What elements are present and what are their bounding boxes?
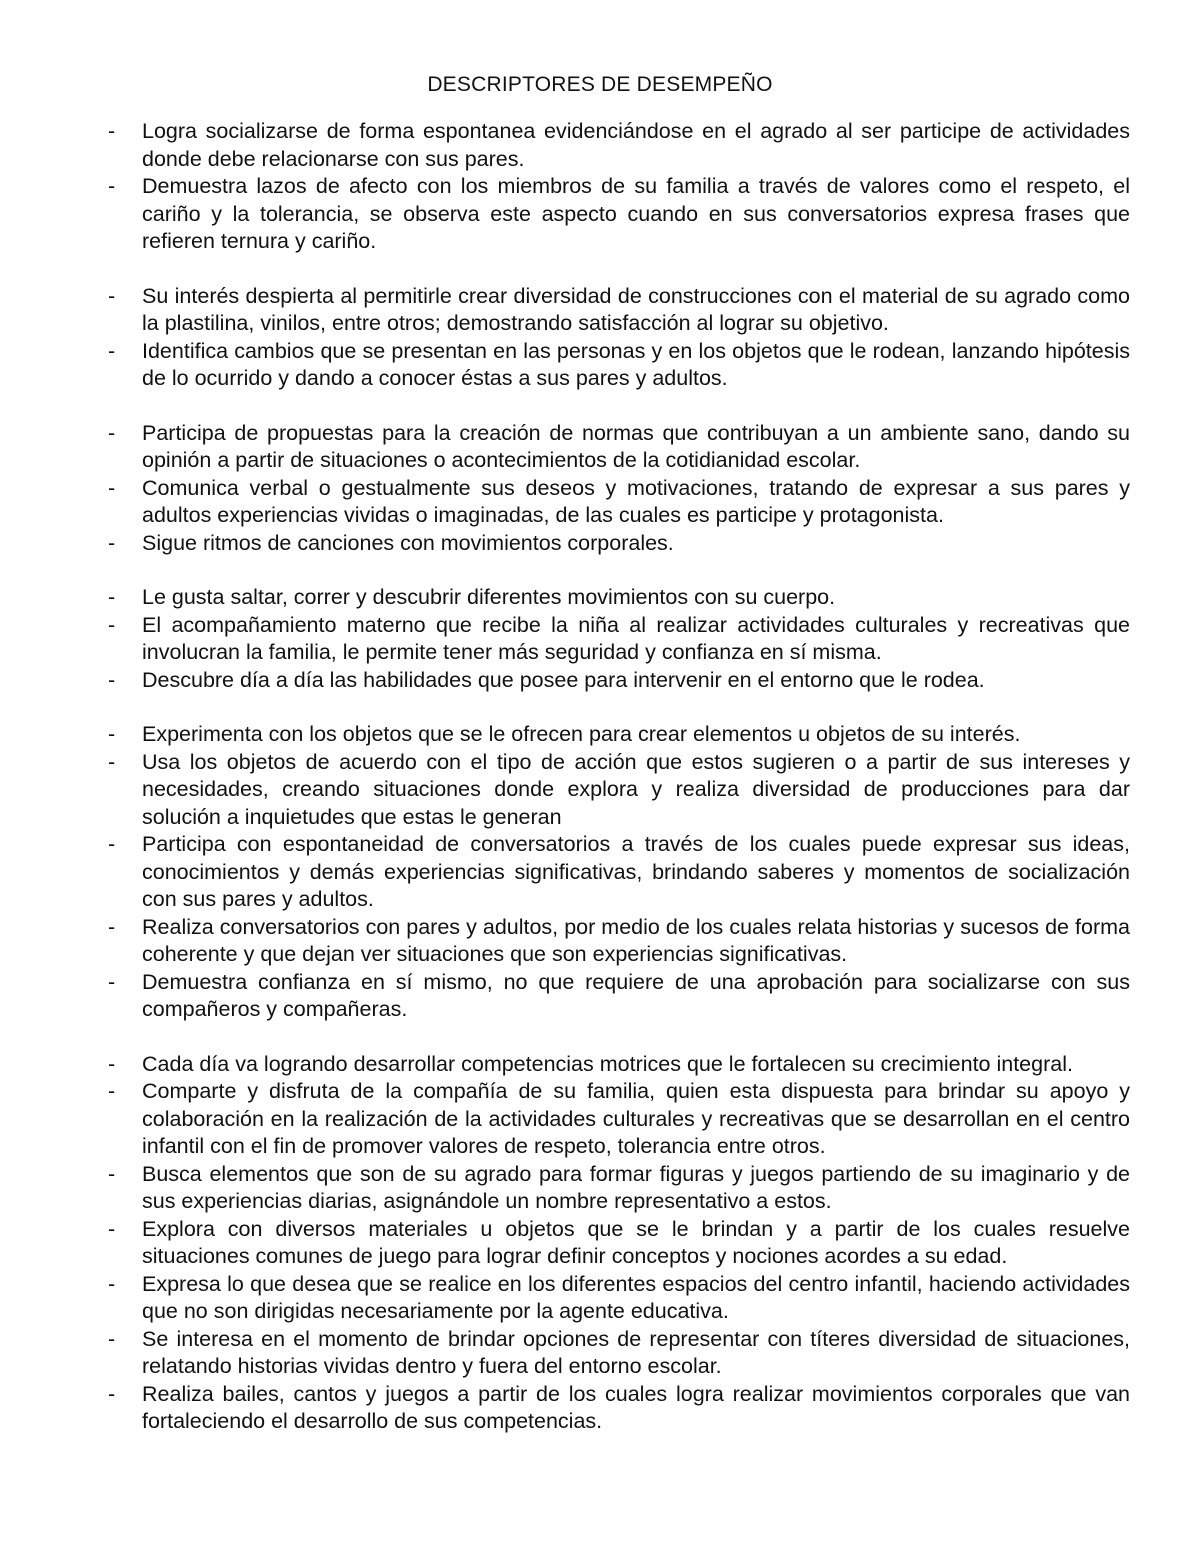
list-item-text: Le gusta saltar, correr y descubrir diferentes movimientos con su cuerpo. [142, 585, 836, 609]
bullet-dash: - [108, 749, 116, 774]
list-item-text: Se interesa en el momento de brindar opciones de representar con títeres diversidad de situaciones, relatando historias vividas dentro y fuera del entorno escolar. [142, 1326, 1130, 1378]
bullet-dash: - [108, 1381, 116, 1406]
list-item [100, 1381, 1130, 1436]
bullet-dash: - [108, 667, 116, 692]
list-item-text: Expresa lo que desea que se realice en los diferentes espacios del centro infantil, haciendo actividades que no son dirigidas necesariamente por la agente educativa. [142, 1271, 1130, 1323]
bullet-dash: - [108, 832, 116, 856]
list-item-text: Identifica cambios que se presentan en las personas y en los objetos que le rodean, lanzando hipótesis de lo ocurrido y dando a conocer éstas a sus pares y adultos. [142, 338, 1130, 390]
list-item-text: Cada día va logrando desarrollar competencias motrices que le fortalecen su crecimiento integral. [142, 1051, 1073, 1076]
list-item [100, 831, 1130, 914]
bullet-dash: - [108, 283, 116, 308]
list-item-text: Realiza bailes, cantos y juegos a partir de los cuales logra realizar movimientos corporales que van fortaleciendo el desarrollo de sus competencias. [142, 1381, 1130, 1433]
descriptor-list [100, 118, 1130, 1436]
bullet-dash: - [108, 1271, 116, 1296]
list-item-text: Participa con espontaneidad de conversatorios a través de los cuales puede expresar sus ideas, conocimientos y demás experiencias significativas, brindando saberes y momentos de socialización con sus pares y adultos. [142, 832, 1130, 911]
list-item [100, 612, 1130, 667]
list-item [100, 1078, 1130, 1161]
list-item-text: Demuestra lazos de afecto con los miembros de su familia a través de valores como el respeto, el cariño y la tolerancia, se observa este aspecto cuando en sus conversatorios expresa frases que refieren ternura y cariño. [142, 174, 1130, 253]
list-item-text: Sigue ritmos de canciones con movimientos corporales. [142, 530, 674, 555]
bullet-dash: - [108, 338, 116, 363]
bullet-dash: - [108, 420, 116, 445]
list-item [100, 721, 1130, 749]
list-item [100, 1326, 1130, 1381]
list-item-text: Comparte y disfruta de la compañía de su familia, quien esta dispuesta para brindar su apoyo y colaboración en la realización de la actividades culturales y recreativas que se desarrollan en el centro infantil con el fin de promover valores de respeto, tolerancia entre otros. [142, 1079, 1130, 1158]
list-item [100, 667, 1130, 695]
list-item [100, 338, 1130, 393]
list-item-text: El acompañamiento materno que recibe la niña al realizar actividades culturales y recreativas que involucran la familia, le permite tener más seguridad y confianza en sí misma. [142, 612, 1130, 664]
list-item-text: Participa de propuestas para la creación de normas que contribuyan a un ambiente sano, dando su opinión a partir de situaciones o acontecimientos de la cotidianidad escolar. [142, 420, 1130, 472]
document-title: DESCRIPTORES DE DESEMPEÑO [427, 73, 773, 96]
list-item-text: Logra socializarse de forma espontanea evidenciándose en el agrado al ser participe de actividades donde debe relacionarse con sus pares. [142, 119, 1130, 171]
list-item [100, 1161, 1130, 1216]
bullet-dash: - [108, 119, 116, 143]
list-item [100, 118, 1130, 173]
list-item [100, 584, 1130, 612]
bullet-dash: - [108, 585, 116, 609]
list-item [100, 969, 1130, 1024]
list-item [100, 749, 1130, 832]
list-item-text: Comunica verbal o gestualmente sus deseos y motivaciones, tratando de expresar a sus pares y adultos experiencias vividas o imaginadas, de las cuales es participe y protagonista. [142, 475, 1130, 527]
list-item [100, 1216, 1130, 1271]
bullet-dash: - [108, 1216, 116, 1241]
list-item-text: Realiza conversatorios con pares y adultos, por medio de los cuales relata historias y sucesos de forma coherente y que dejan ver situaciones que son experiencias significativas. [142, 914, 1130, 966]
list-item-text: Usa los objetos de acuerdo con el tipo de acción que estos sugieren o a partir de sus intereses y necesidades, creando situaciones donde explora y realiza diversidad de producciones para dar solución a inquietudes que estas le generan [142, 749, 1130, 829]
bullet-dash: - [108, 914, 116, 939]
bullet-dash: - [108, 475, 116, 500]
bullet-dash: - [108, 1161, 116, 1186]
list-item [100, 475, 1130, 530]
list-item-text: Explora con diversos materiales u objetos que se le brindan y a partir de los cuales resuelve situaciones comunes de juego para lograr definir conceptos y nociones acordes a su edad. [142, 1216, 1130, 1268]
list-item [100, 420, 1130, 475]
list-item-text: Demuestra confianza en sí mismo, no que requiere de una aprobación para socializarse con sus compañeros y compañeras. [142, 969, 1130, 1021]
list-item-text: Busca elementos que son de su agrado para formar figuras y juegos partiendo de su imaginario y de sus experiencias diarias, asignándole un nombre representativo a estos. [142, 1161, 1130, 1213]
bullet-dash: - [108, 722, 116, 746]
bullet-dash: - [108, 174, 116, 198]
list-item [100, 530, 1130, 558]
bullet-dash: - [108, 530, 116, 555]
bullet-dash: - [108, 612, 116, 637]
list-item-text: Descubre día a día las habilidades que posee para intervenir en el entorno que le rodea. [142, 667, 985, 692]
list-item [100, 914, 1130, 969]
list-item-text: Su interés despierta al permitirle crear diversidad de construcciones con el material de su agrado como la plastilina, vinilos, entre otros; demostrando satisfacción al lograr su objetivo. [142, 283, 1130, 335]
bullet-dash: - [108, 969, 116, 994]
list-item-text: Experimenta con los objetos que se le ofrecen para crear elementos u objetos de su interés. [142, 722, 1021, 746]
list-item [100, 283, 1130, 338]
list-item [100, 1271, 1130, 1326]
bullet-dash: - [108, 1079, 116, 1103]
bullet-dash: - [108, 1051, 116, 1076]
list-item [100, 1051, 1130, 1079]
bullet-dash: - [108, 1326, 116, 1351]
list-item [100, 173, 1130, 256]
